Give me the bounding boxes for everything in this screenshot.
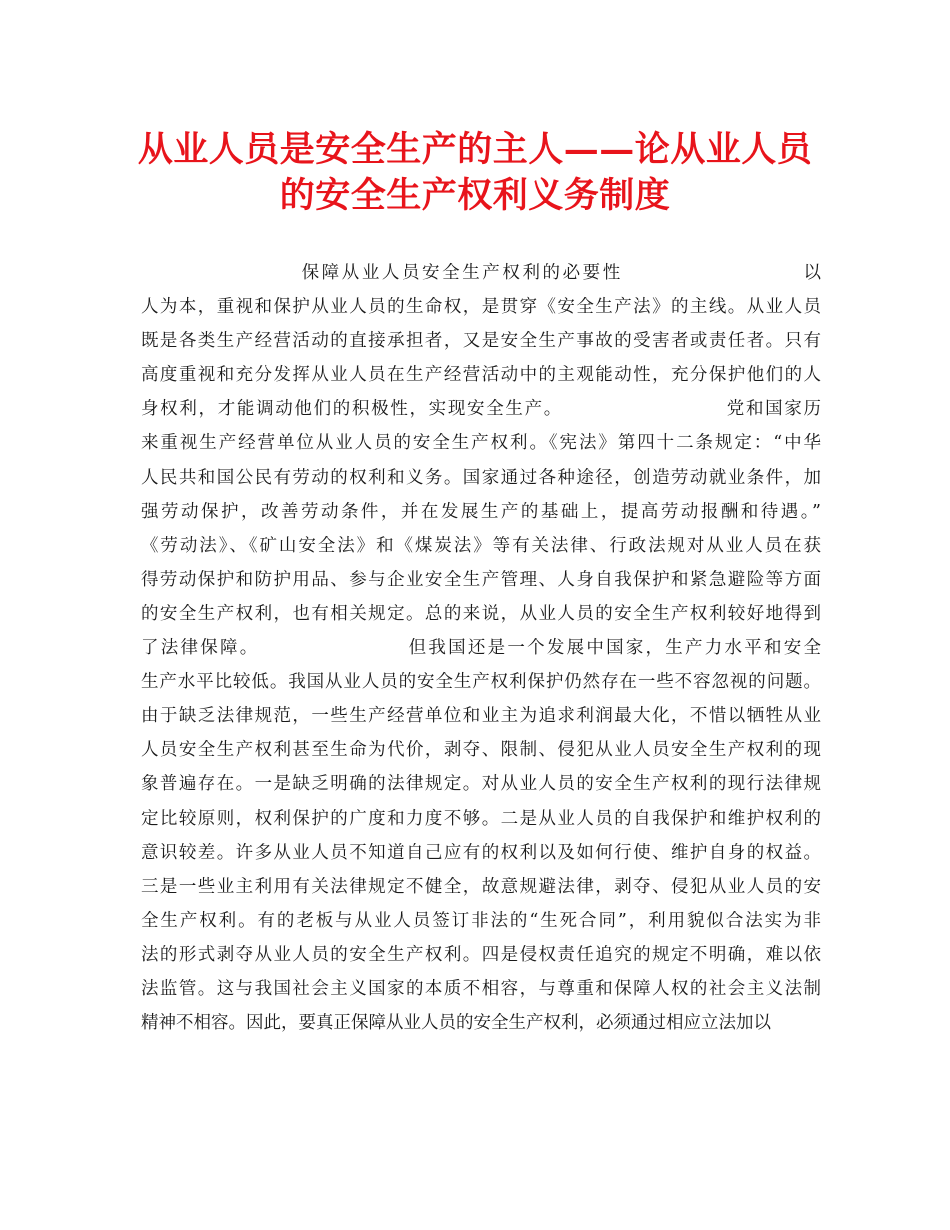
body-line: 来重视生产经营单位从业人员的安全生产权利。《宪法》第四十二条规定：“中华: [141, 433, 821, 454]
body-line: 精神不相容。因此，要真正保障从业人员的安全生产权利，必须通过相应立法加以: [141, 1013, 771, 1034]
body-line: 生产水平比较低。我国从业人员的安全生产权利保护仍然存在一些不容忽视的问题。: [141, 672, 821, 693]
body-line: 意识较差。许多从业人员不知道自己应有的权利以及如何行使、维护自身的权益。: [141, 842, 821, 863]
body-line: 《劳动法》、《矿山安全法》和《煤炭法》等有关法律、行政法规对从业人员在获: [141, 535, 821, 556]
body-line: 法监管。这与我国社会主义国家的本质不相容，与尊重和保障人权的社会主义法制: [141, 978, 821, 999]
body-line: 的安全生产权利，也有相关规定。总的来说，从业人员的安全生产权利较好地得到: [141, 603, 821, 624]
body-line: 了法律保障。 但我国还是一个发展中国家，生产力水平和安全: [141, 638, 821, 659]
document-body: [141, 256, 821, 1040]
body-line: 人民共和国公民有劳动的权利和义务。国家通过各种途径，创造劳动就业条件，加: [141, 467, 821, 488]
body-line: 象普遍存在。一是缺乏明确的法律规定。对从业人员的安全生产权利的现行法律规: [141, 774, 821, 795]
body-line: 由于缺乏法律规范，一些生产经营单位和业主为追求利润最大化，不惜以牺牲从业: [141, 706, 821, 727]
body-line: 法的形式剥夺从业人员的安全生产权利。四是侵权责任追究的规定不明确，难以依: [141, 944, 821, 965]
body-line: 高度重视和充分发挥从业人员在生产经营活动中的主观能动性，充分保护他们的人: [141, 365, 821, 386]
body-line: 得劳动保护和防护用品、参与企业安全生产管理、人身自我保护和紧急避险等方面: [141, 569, 821, 590]
body-line: 全生产权利。有的老板与从业人员签订非法的“生死合同”，利用貌似合法实为非: [141, 910, 821, 931]
body-line: 身权利，才能调动他们的积极性，实现安全生产。 党和国家历: [141, 399, 821, 420]
body-line: 强劳动保护，改善劳动条件，并在发展生产的基础上，提高劳动报酬和待遇。”: [141, 501, 821, 522]
document-title-line-1: 从业人员是安全生产的主人——论从业人员: [137, 129, 813, 170]
body-line: 保障从业人员安全生产权利的必要性 以: [141, 263, 821, 283]
document-title-line-2: 的安全生产权利义务制度: [279, 175, 671, 216]
body-line: 人为本，重视和保护从业人员的生命权，是贯穿《安全生产法》的主线。从业人员: [141, 297, 821, 318]
body-line: 三是一些业主利用有关法律规定不健全，故意规避法律，剥夺、侵犯从业人员的安: [141, 876, 821, 897]
body-line: 人员安全生产权利甚至生命为代价，剥夺、限制、侵犯从业人员安全生产权利的现: [141, 740, 821, 761]
body-line: 既是各类生产经营活动的直接承担者，又是安全生产事故的受害者或责任者。只有: [141, 331, 821, 352]
body-line: 定比较原则，权利保护的广度和力度不够。二是从业人员的自我保护和维护权利的: [141, 808, 821, 829]
